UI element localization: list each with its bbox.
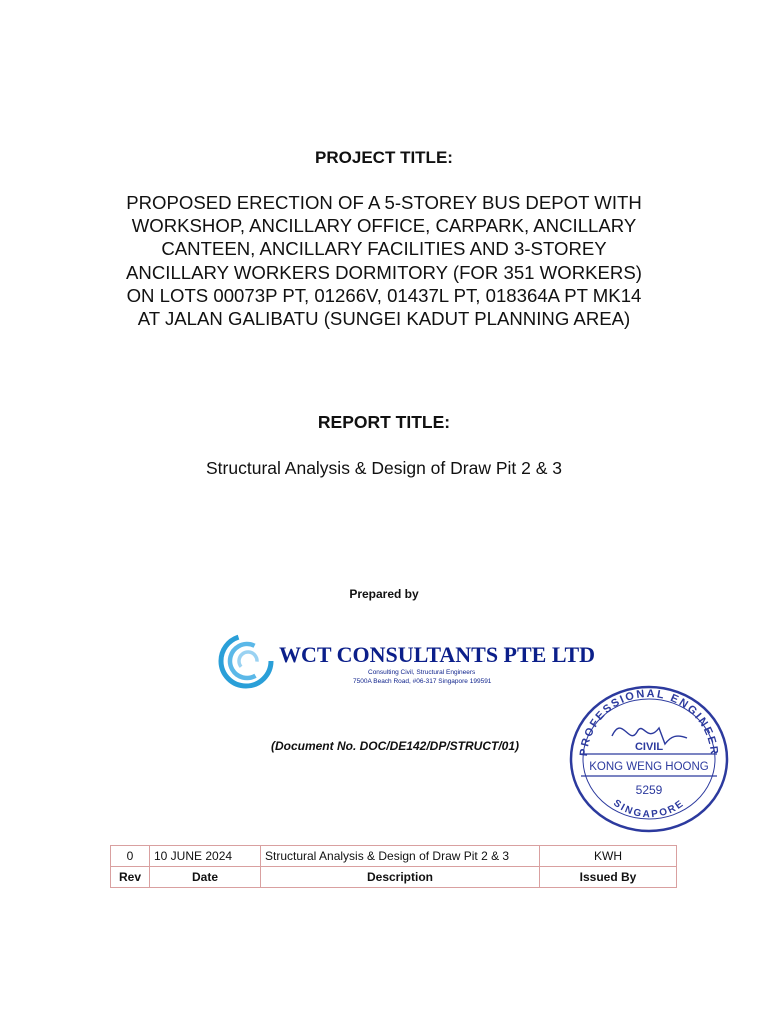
table-header-row <box>111 867 677 888</box>
seal-discipline: CIVIL <box>634 741 664 753</box>
swirl-logo-icon <box>221 636 271 686</box>
company-tagline: Consulting Civil, Structural Engineers <box>368 669 476 676</box>
seal-engineer-name: KONG WENG HOONG <box>589 761 709 773</box>
project-title-heading: PROJECT TITLE: <box>315 148 453 167</box>
project-title-line: AT JALAN GALIBATU (SUNGEI KADUT PLANNING AREA) <box>137 308 631 330</box>
date-header: Date <box>150 867 261 888</box>
description-header: Description <box>261 867 540 888</box>
rev-header: Rev <box>111 867 150 888</box>
issued-by-cell: KWH <box>540 846 677 867</box>
table-row <box>111 846 677 867</box>
prepared-by-label: Prepared by <box>349 587 419 601</box>
revision-table <box>110 845 677 888</box>
seal-registration-number: 5259 <box>635 783 663 797</box>
seal-country: SINGAPORE <box>611 797 687 821</box>
report-title-heading: REPORT TITLE: <box>317 412 451 432</box>
project-title-line: CANTEEN, ANCILLARY FACILITIES AND 3-STOREY <box>161 238 607 260</box>
report-title-text: Structural Analysis & Design of Draw Pit 2 & 3 <box>206 458 562 478</box>
professional-engineer-seal <box>567 684 731 834</box>
document-number: (Document No. DOC/DE142/DP/STRUCT/01) <box>270 739 520 753</box>
project-title-line: PROPOSED ERECTION OF A 5-STOREY BUS DEPOT WITH <box>126 192 642 213</box>
project-title-line: ON LOTS 00073P PT, 01266V, 01437L PT, 018364A PT MK14 <box>126 284 642 306</box>
company-logo <box>216 632 596 690</box>
company-address: 7500A Beach Road, #06-317 Singapore 199591 <box>353 678 492 685</box>
rev-cell: 0 <box>111 846 150 867</box>
project-title-line: ANCILLARY WORKERS DORMITORY (FOR 351 WORKERS) <box>126 261 642 283</box>
description-cell: Structural Analysis & Design of Draw Pit 2 & 3 <box>261 846 540 867</box>
seal-top-text: PROFESSIONAL ENGINEER <box>577 687 721 757</box>
project-title-text <box>0 191 768 330</box>
date-cell: 10 JUNE 2024 <box>150 846 261 867</box>
project-title-line: WORKSHOP, ANCILLARY OFFICE, CARPARK, ANCILLARY <box>131 215 637 237</box>
issued-by-header: Issued By <box>540 867 677 888</box>
company-name: WCT CONSULTANTS PTE LTD <box>279 642 596 667</box>
